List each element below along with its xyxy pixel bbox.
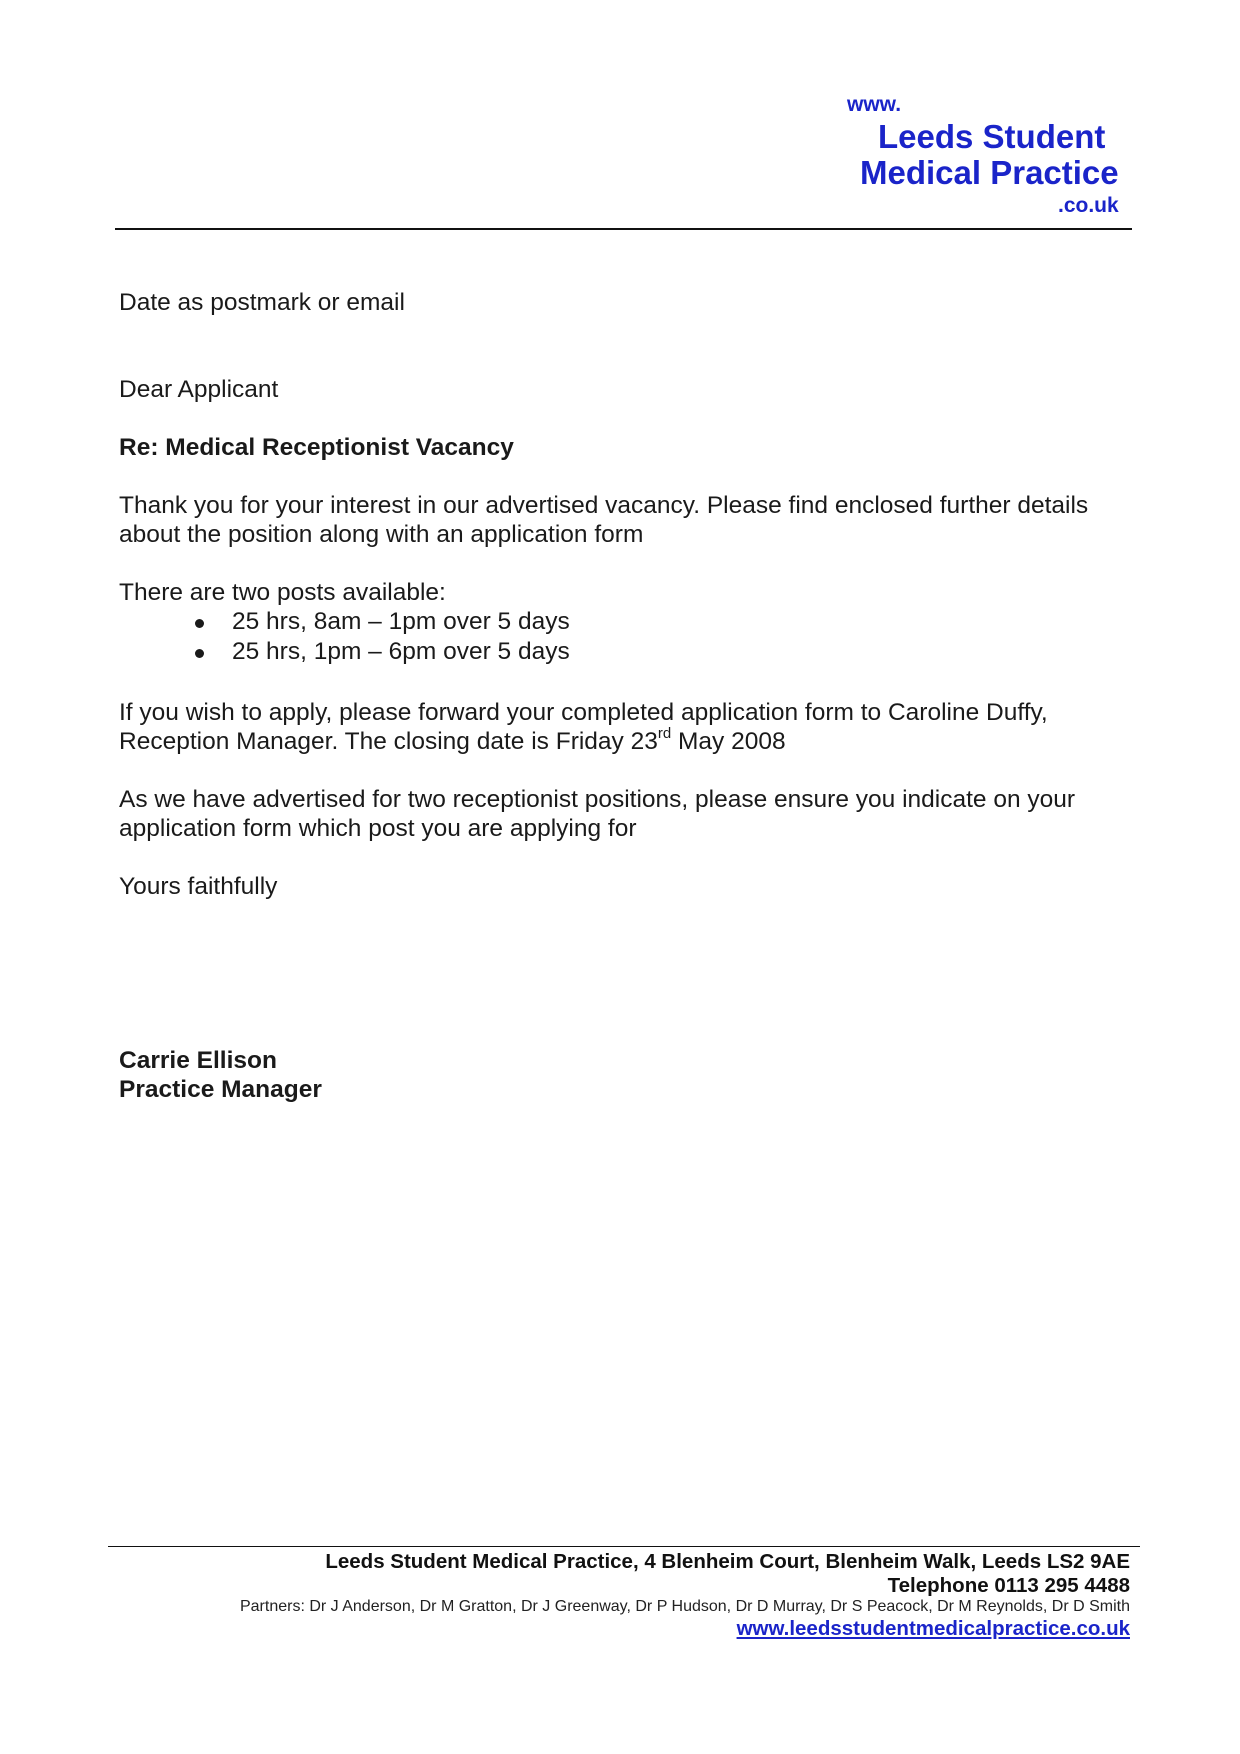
website-link[interactable]: www.leedsstudentmedicalpractice.co.uk: [736, 1617, 1130, 1640]
apply-paragraph: [119, 698, 1139, 756]
ensure-paragraph: [119, 785, 1139, 843]
ensure-line-1: As we have advertised for two receptionist positions, please ensure you indicate on your: [119, 786, 1076, 813]
closing: Yours faithfully: [119, 873, 278, 900]
intro-paragraph: [119, 491, 1139, 549]
post-text: 25 hrs, 8am – 1pm over 5 days: [232, 608, 570, 635]
logo-couk: .co.uk: [1058, 194, 1119, 217]
bullet-icon: [195, 649, 204, 658]
signatory-title: Practice Manager: [119, 1076, 322, 1103]
ordinal-suffix: rd: [657, 725, 672, 742]
ensure-line-2: application form which post you are applying for: [119, 815, 637, 842]
logo-line1: Leeds Student: [878, 118, 1106, 155]
footer-divider: [108, 1546, 1140, 1547]
apply-line-2-pre: Reception Manager. The closing date is Friday 23: [119, 728, 658, 755]
intro-line-1: Thank you for your interest in our advertised vacancy. Please find enclosed further details: [119, 492, 1089, 519]
salutation: Dear Applicant: [119, 376, 279, 403]
subject-line: Re: Medical Receptionist Vacancy: [119, 434, 514, 461]
apply-line-2: [119, 727, 1139, 756]
footer-partners: Partners: Dr J Anderson, Dr M Gratton, Dr J Greenway, Dr P Hudson, Dr D Murray, Dr S Peacock, Dr M Reynolds, Dr D Smith: [239, 1598, 1130, 1615]
signatory-name: Carrie Ellison: [119, 1047, 277, 1074]
logo-line2: Medical Practice: [860, 154, 1119, 191]
intro-line-2: about the position along with an application form: [119, 521, 644, 548]
list-item: [190, 637, 570, 667]
footer-telephone: Telephone 0113 295 4488: [887, 1574, 1130, 1597]
header-divider: [115, 228, 1132, 230]
apply-line-1: If you wish to apply, please forward your completed application form to Caroline Duffy,: [119, 699, 1048, 726]
bullet-icon: [195, 619, 204, 628]
logo-www: www.: [847, 93, 902, 116]
apply-line-2-post: May 2008: [671, 728, 786, 755]
posts-intro: There are two posts available:: [119, 579, 446, 606]
posts-list: [190, 607, 570, 667]
post-text: 25 hrs, 1pm – 6pm over 5 days: [232, 638, 570, 665]
footer-address: Leeds Student Medical Practice, 4 Blenheim Court, Blenheim Walk, Leeds LS2 9AE: [325, 1550, 1130, 1573]
letter-date: Date as postmark or email: [119, 289, 405, 316]
list-item: [190, 607, 570, 637]
